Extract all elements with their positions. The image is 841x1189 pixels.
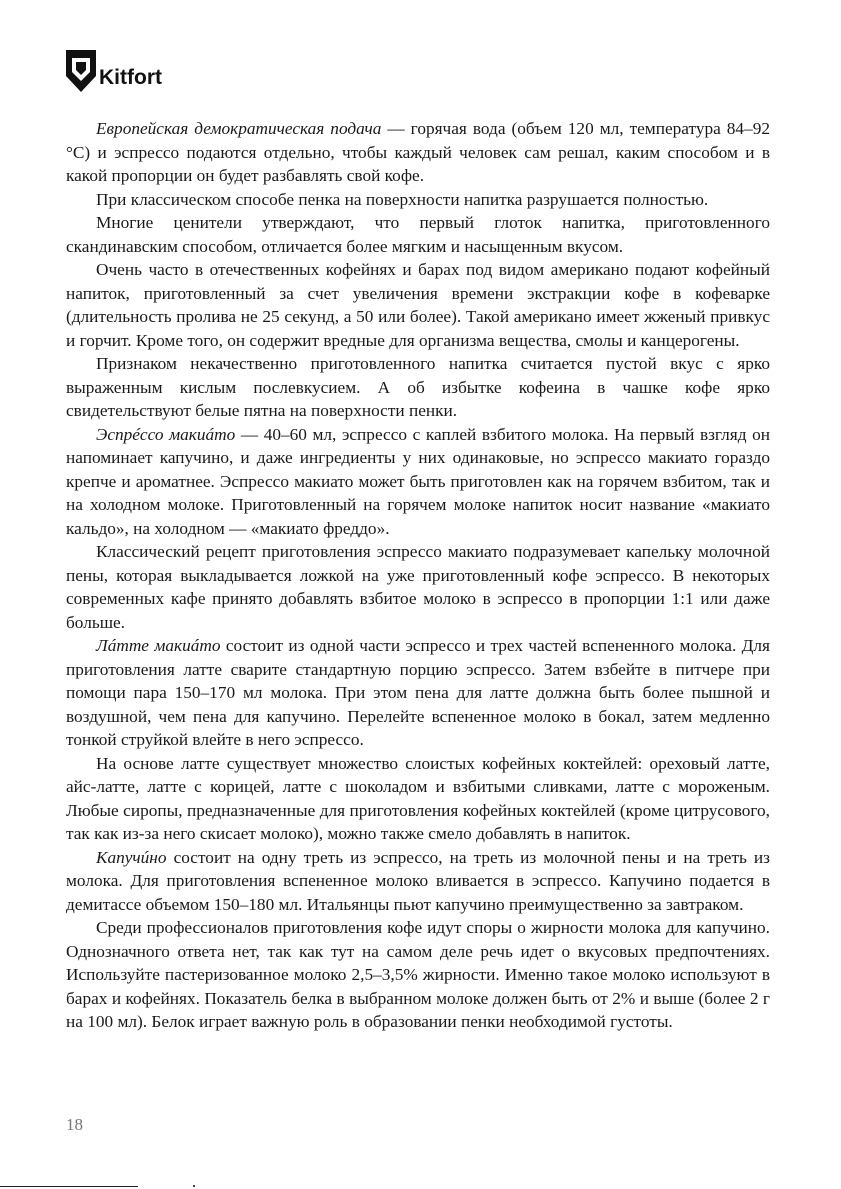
- brand-logo: [66, 50, 162, 92]
- paragraph: На основе латте существует множество слоистых кофейных коктейлей: ореховый латте, айс-латте, латте с корицей, латте с шоколадом и взбитыми сливками, латте с мороженым. Любые сиропы, предназначенные для приготовления кофейных коктейлей (кроме цитрусового, так как из-за него скисает молоко), можно также смело добавлять в напиток.: [66, 753, 770, 843]
- paragraph: Очень часто в отечественных кофейнях и барах под видом американо подают кофейный напиток, приготовленный за счет увеличения времени экстракции кофе в кофеварке (длительность пролива не 25 секунд, а 50 или более). Такой американо имеет жженый привкус и горчит. Кроме того, он содержит вредные для организма вещества, смолы и канцерогены.: [66, 260, 770, 350]
- footer-divider: [0, 1186, 138, 1187]
- body-text: [66, 117, 770, 1034]
- kitfort-logo-icon: [66, 50, 96, 92]
- paragraph: При классическом способе пенка на поверхности напитка разрушается полностью.: [96, 189, 709, 209]
- term-cappuccino: Капучúно: [96, 847, 167, 867]
- paragraph: Лáтте макиáто состоит из одной части эспрессо и трех частей вспененного молока. Для приготовления латте сварите стандартную порцию эспрессо. Затем взбейте в питчере при помощи пара 150–170 мл молока. При этом пена для латте должна быть более пышной и воздушной, чем пена для капучино. Перелейте вспененное молоко в бокал, затем медленно тонкой струйкой влейте в него эспрессо.: [66, 636, 771, 749]
- paragraph: Эспрéссо макиáто — 40–60 мл, эспрессо с каплей взбитого молока. На первый взгляд он напоминает капучино, и даже ингредиенты у них одинаковые, но эспрессо макиато гораздо крепче и ароматнее. Эспрессо макиато может быть приготовлен как на горячем взбитом, так и на холодном молоке. Приготовленный на горячем молоке напиток носит название «макиато кальдо», на холодном — «макиато фреддо».: [66, 424, 770, 538]
- term-espresso-macchiato: Эспрéссо макиáто: [96, 424, 236, 444]
- paragraph: Европейская демократическая подача — горячая вода (объем 120 мл, температура 84–92 °C) и эспрессо подаются отдельно, чтобы каждый человек сам решал, каким способом и в какой пропорции он будет разбавлять свой кофе.: [66, 119, 770, 185]
- page-number: 18: [66, 1115, 83, 1134]
- footer-mark: [193, 1185, 195, 1187]
- paragraph: Многие ценители утверждают, что первый глоток напитка, приготовленного скандинавским способом, отличается более мягким и насыщенным вкусом.: [66, 213, 770, 256]
- paragraph: Среди профессионалов приготовления кофе идут споры о жирности молока для капучино. Однозначного ответа нет, так как тут на самом деле речь идет о вкусовых предпочтениях. Используйте пастеризованное молоко 2,5–3,5% жирности. Именно такое молоко используют в барах и кофейнях. Показатель белка в выбранном молоке должен быть от 2% и выше (более 2 г на 100 мл). Белок играет важную роль в образовании пенки необходимой густоты.: [66, 918, 770, 1031]
- paragraph: Классический рецепт приготовления эспрессо макиато подразумевает капельку молочной пены, которая выкладывается ложкой на уже приготовленный кофе эспрессо. В некоторых современных кафе принято добавлять взбитое молоко в эспрессо в пропорции 1:1 или даже больше.: [66, 542, 770, 632]
- paragraph: Признаком некачественно приготовленного напитка считается пустой вкус с ярко выраженным кислым послевкусием. А об избытке кофеина в чашке кофе ярко свидетельствуют белые пятна на поверхности пенки.: [66, 354, 770, 420]
- brand-name: Kitfort: [99, 66, 162, 89]
- paragraph: Капучúно состоит на одну треть из эспрессо, на треть из молочной пены и на треть из молока. Для приготовления вспененное молоко вливается в эспрессо. Капучино подается в демитассе объемом 150–180 мл. Итальянцы пьют капучино преимущественно за завтраком.: [66, 847, 770, 914]
- term-european-serving: Европейская демократическая подача: [96, 119, 382, 138]
- term-latte-macchiato: Лáтте макиáто: [96, 636, 221, 655]
